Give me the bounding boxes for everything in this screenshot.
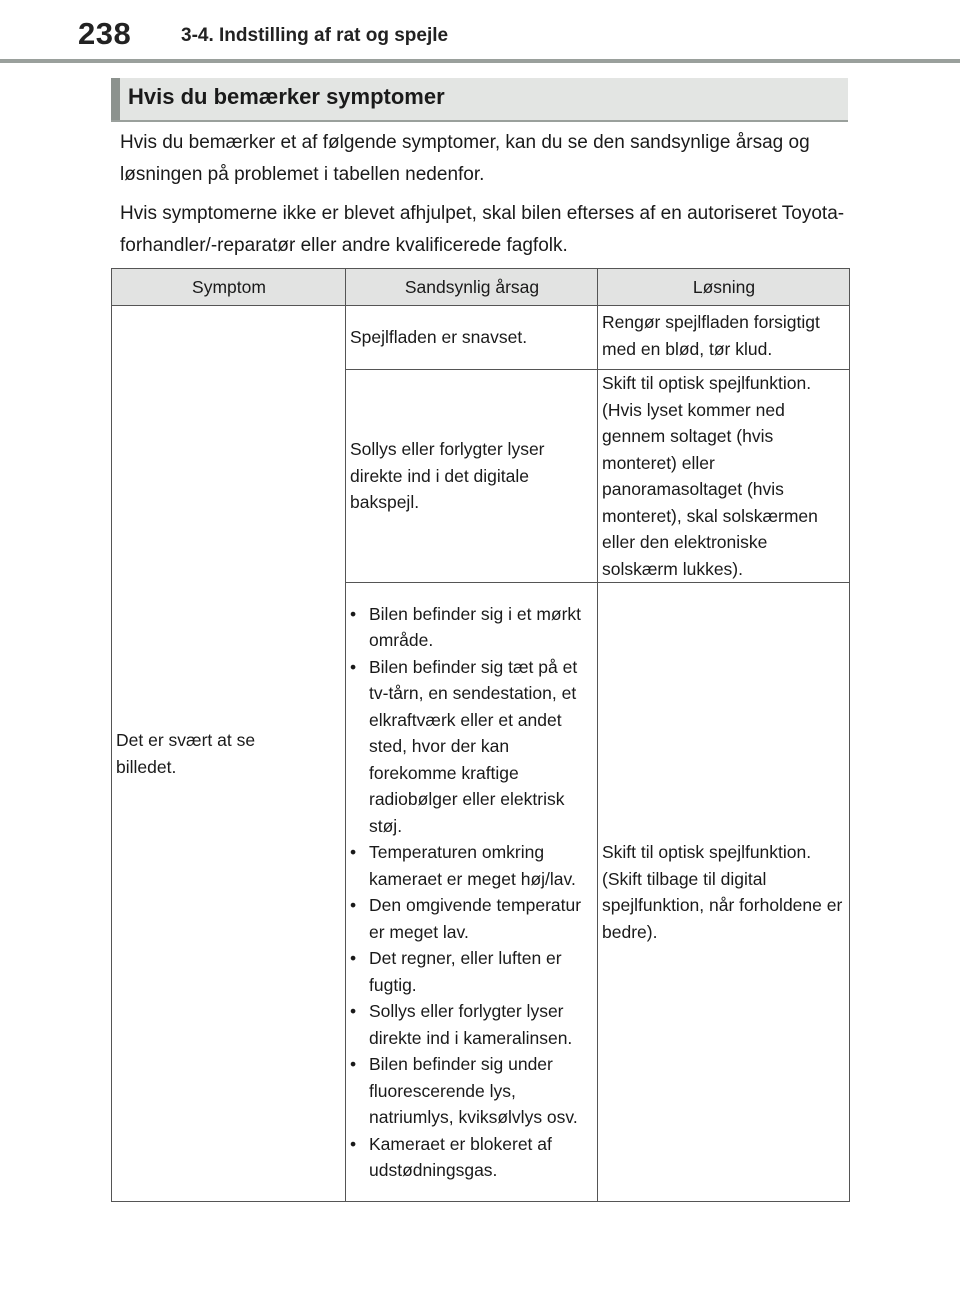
table-header-row [112,269,850,306]
list-item: • Bilen befinder sig i et mørkt område. [350,601,594,654]
cause-cell: Sollys eller forlygter lyser direkte ind i det digitale bakspejl. [346,370,598,583]
header-divider [0,59,960,63]
table-row [112,306,850,370]
column-header-symptom: Symptom [112,269,346,306]
list-item: • Kameraet er blokeret af udstødningsgas. [350,1131,594,1184]
chapter-title: 3-4. Indstilling af rat og spejle [181,25,449,46]
list-item: • Det regner, eller luften er fugtig. [350,945,594,998]
cause-list [350,601,594,1184]
section-title: Hvis du bemærker symptomer [128,84,445,109]
column-header-solution: Løsning [598,269,850,306]
list-item: • Den omgivende temperatur er meget lav. [350,892,594,945]
intro-paragraph-1: Hvis du bemærker et af følgende symptomer, kan du se den sandsynlige årsag og løsningen på problemet i tabellen nedenfor. [120,132,810,185]
page-number: 238 [78,16,132,51]
intro-text [120,127,860,269]
solution-cell: Skift til optisk spejlfunktion. (Hvis lyset kommer ned gennem soltaget (hvis monteret) eller panoramasoltaget (hvis monteret), skal solskærmen eller den elektroniske solskærm lukkes). [598,370,850,583]
list-item: • Sollys eller forlygter lyser direkte ind i kameralinsen. [350,998,594,1051]
section-accent-bar [111,78,120,120]
intro-paragraph-2: Hvis symptomerne ikke er blevet afhjulpet, skal bilen efterses af en autoriseret Toyota-forhandler/-reparatør eller andre kvalificerede fagfolk. [120,203,845,256]
solution-cell: Rengør spejlfladen forsigtigt med en blød, tør klud. [598,306,850,370]
cause-cell: Spejlfladen er snavset. [346,306,598,370]
symptom-table [111,268,850,1202]
list-item: • Bilen befinder sig under fluorescerende lys, natriumlys, kviksølvlys osv. [350,1051,594,1131]
list-item: • Bilen befinder sig tæt på et tv-tårn, en sendestation, et elkraftværk eller et andet sted, hvor der kan forekomme kraftige radiobølger eller elektrisk støj. [350,654,594,840]
solution-cell: Skift til optisk spejlfunktion. (Skift tilbage til digital spejlfunktion, når forholdene er bedre). [598,583,850,1202]
cause-cell [346,583,598,1202]
section-heading [111,78,848,122]
symptom-cell: Det er svært at se billedet. [112,306,346,1202]
column-header-cause: Sandsynlig årsag [346,269,598,306]
page-header [0,0,960,64]
list-item: • Temperaturen omkring kameraet er meget høj/lav. [350,839,594,892]
